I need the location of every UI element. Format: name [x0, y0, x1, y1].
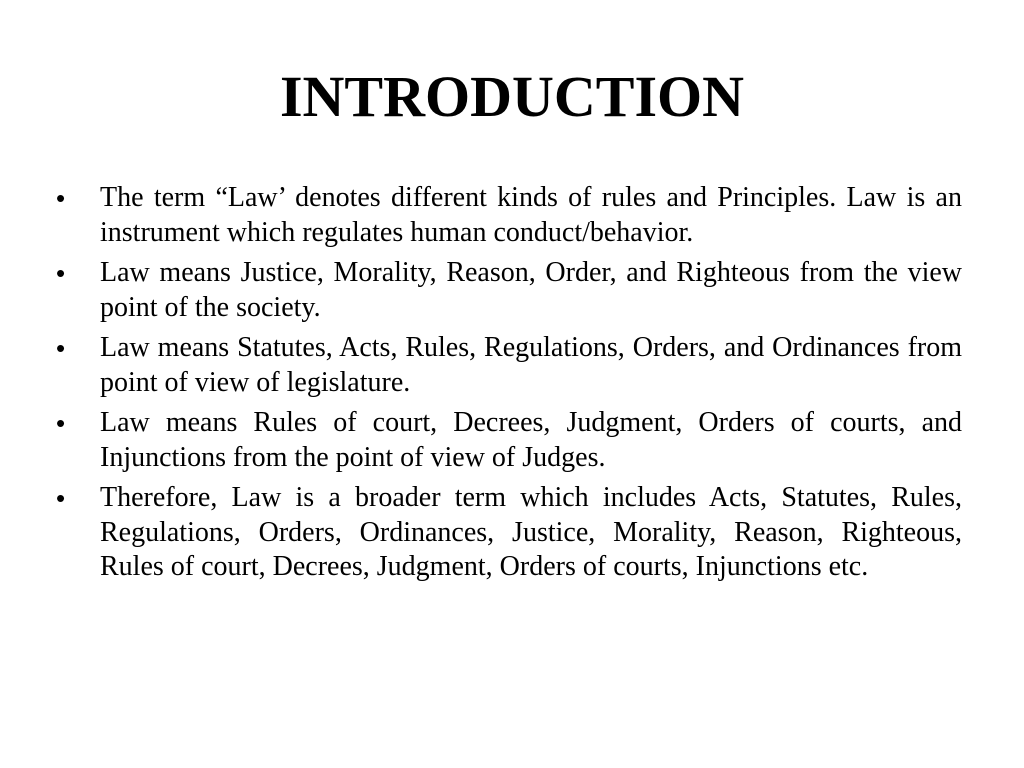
- bullet-text: Law means Rules of court, Decrees, Judgment, Orders of courts, and Injunctions from the point of view of Judges.: [100, 407, 962, 473]
- bullet-dot-icon: •: [56, 333, 66, 363]
- bullet-item: [56, 331, 962, 400]
- bullet-dot-icon: •: [56, 483, 66, 513]
- bullet-dot-icon: •: [56, 258, 66, 288]
- bullet-item: [56, 406, 962, 475]
- bullet-item: [56, 256, 962, 325]
- bullet-text: The term “Law’ denotes different kinds of rules and Principles. Law is an instrument which regulates human conduct/behavior.: [100, 182, 962, 248]
- bullet-item: [56, 181, 962, 250]
- bullet-dot-icon: •: [56, 408, 66, 438]
- bullet-text: Law means Justice, Morality, Reason, Order, and Righteous from the view point of the society.: [100, 257, 962, 323]
- bullet-list: [56, 181, 962, 591]
- slide-title: INTRODUCTION: [279, 64, 745, 129]
- bullet-dot-icon: •: [56, 183, 66, 213]
- bullet-item: [56, 481, 962, 585]
- bullet-text: Law means Statutes, Acts, Rules, Regulations, Orders, and Ordinances from point of view of legislature.: [100, 332, 962, 398]
- bullet-text: Therefore, Law is a broader term which includes Acts, Statutes, Rules, Regulations, Orders, Ordinances, Justice, Morality, Reason, Righteous, Rules of court, Decrees, Judgment, Orders of courts, Injunctions etc.: [100, 482, 962, 582]
